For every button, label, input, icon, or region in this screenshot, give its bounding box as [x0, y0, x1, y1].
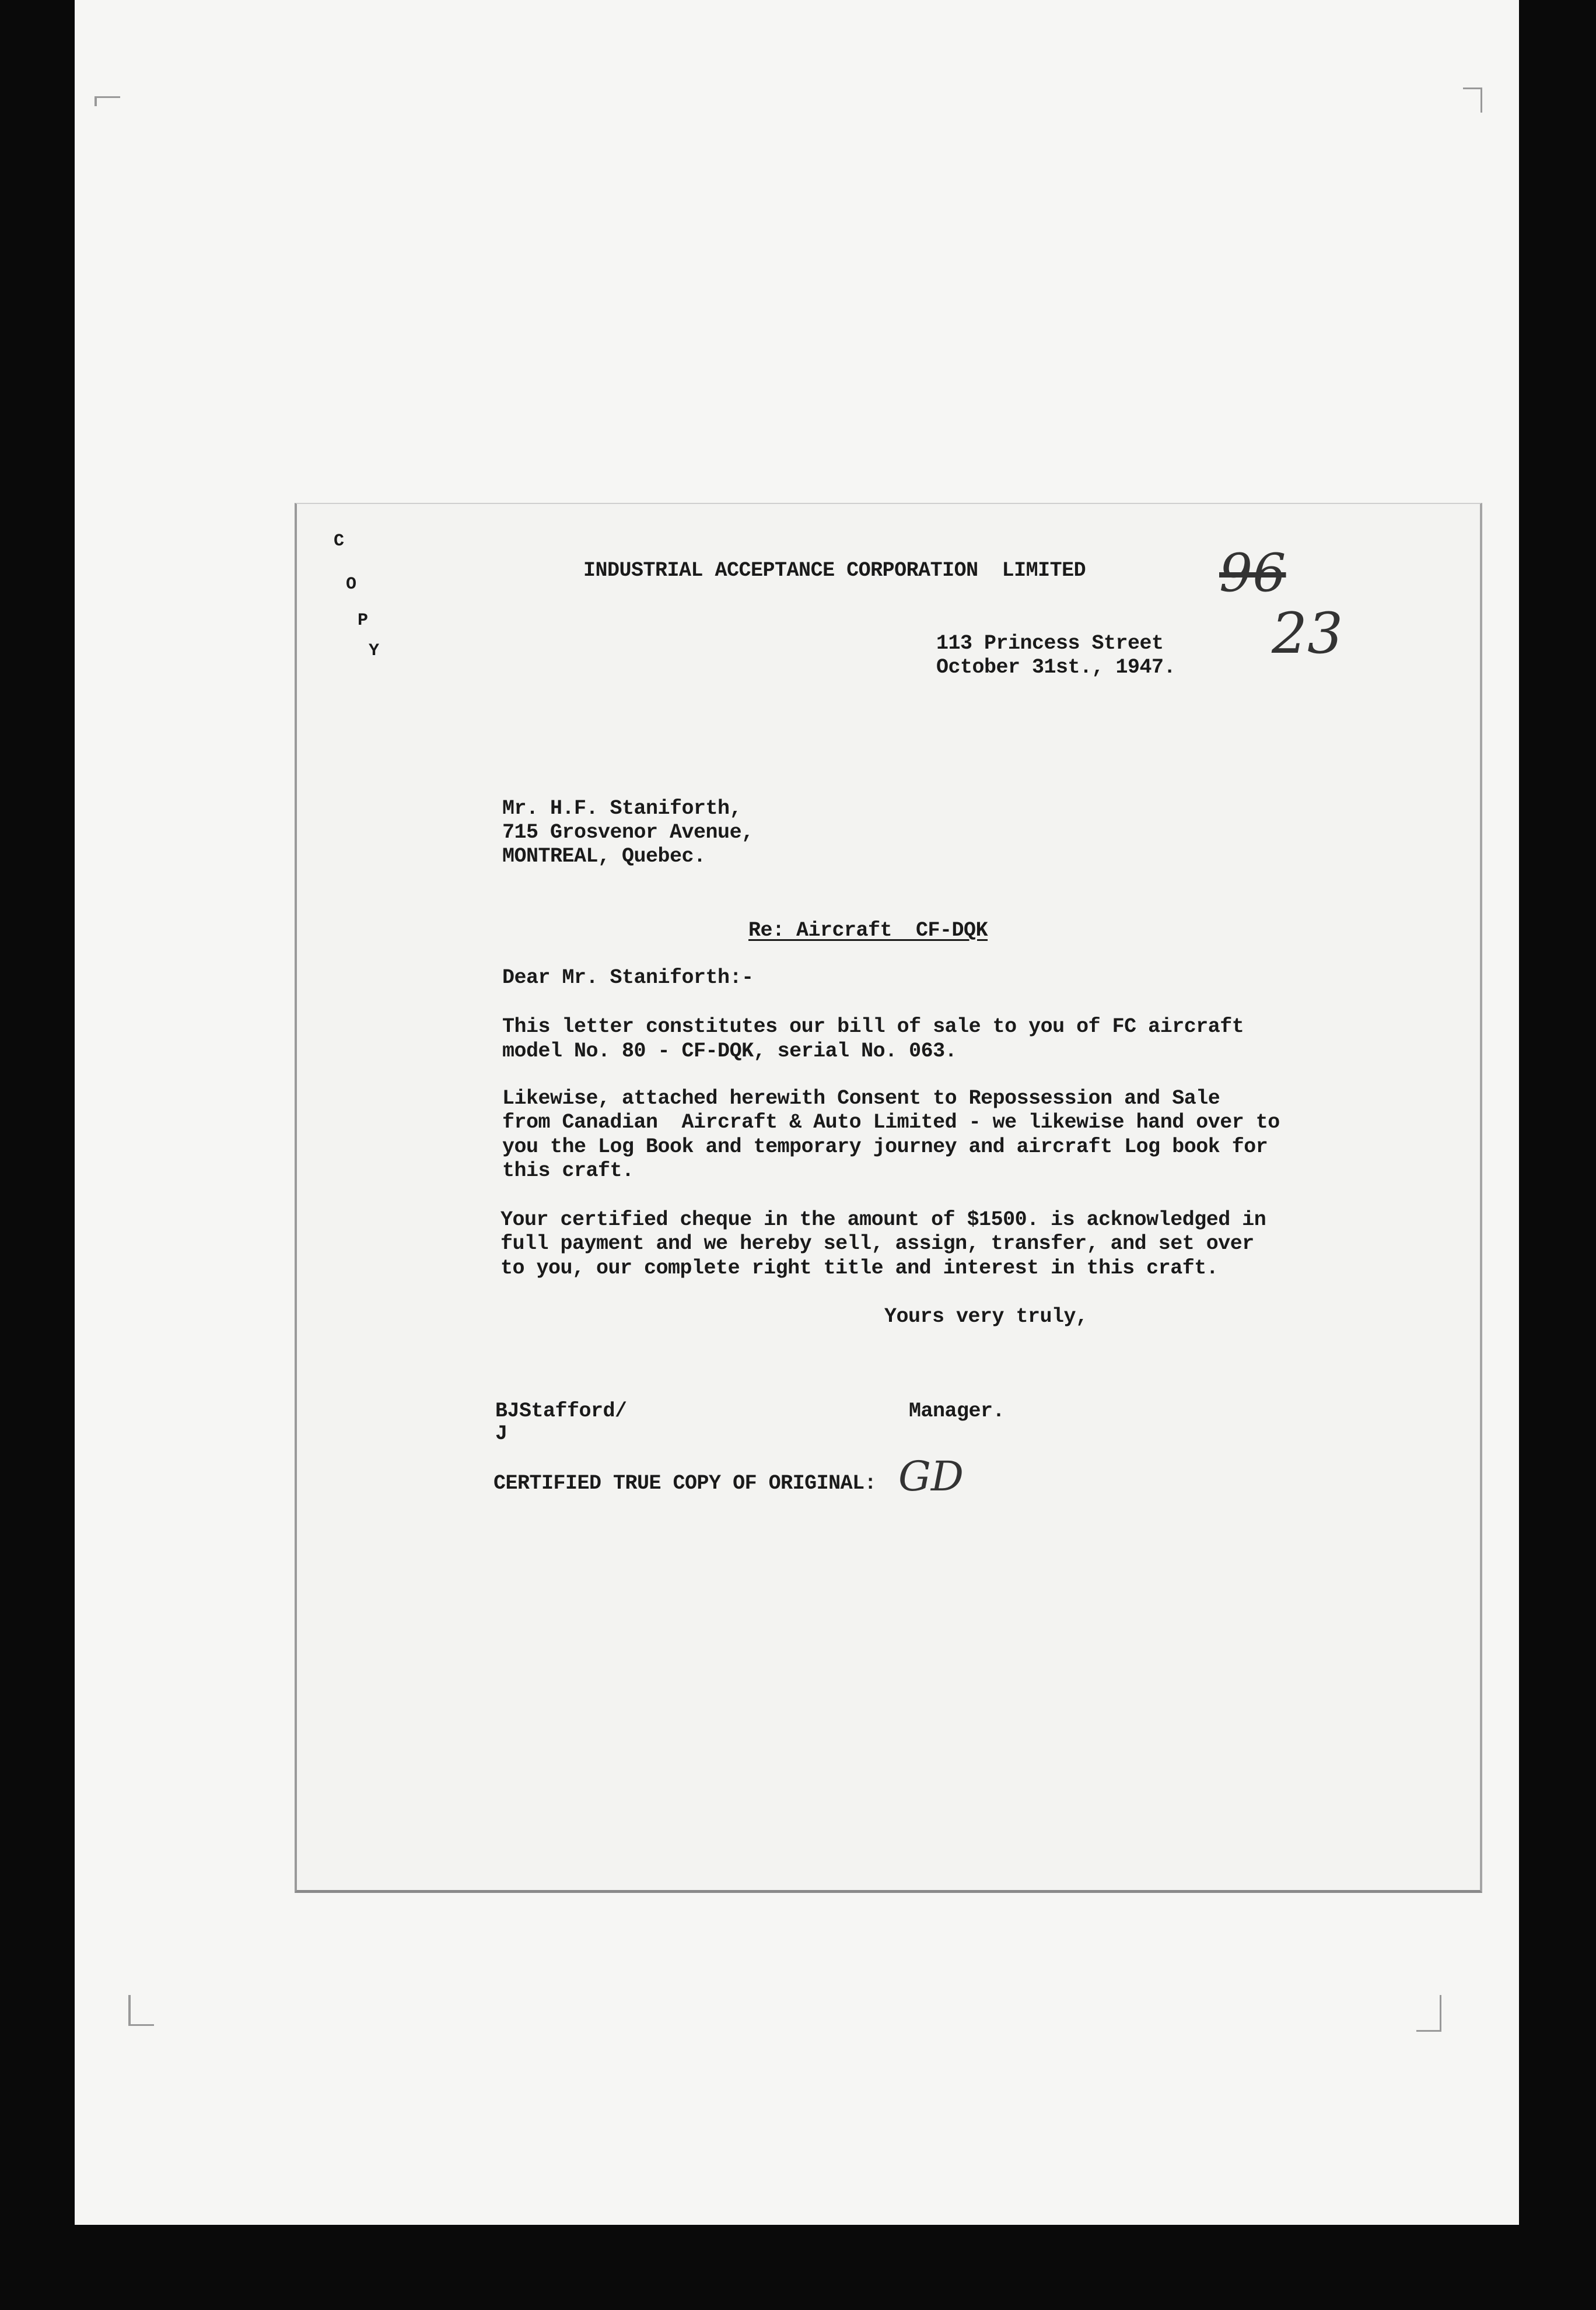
- signer-name: BJStafford/: [495, 1399, 627, 1423]
- paragraph-1-line: model No. 80 - CF-DQK, serial No. 063.: [502, 1040, 957, 1063]
- recipient-street: 715 Grosvenor Avenue,: [502, 821, 754, 844]
- letter-page: [295, 503, 1482, 1893]
- crop-mark: [1463, 88, 1482, 113]
- sender-address: 113 Princess Street: [936, 632, 1164, 655]
- paragraph-3-line: to you, our complete right title and interest in this craft.: [501, 1256, 1219, 1280]
- crop-mark: [128, 1995, 154, 2026]
- certification-line: CERTIFIED TRUE COPY OF ORIGINAL:: [494, 1472, 877, 1495]
- struck-page-number: 96: [1219, 542, 1286, 604]
- paragraph-1-line: This letter constitutes our bill of sale to you of FC aircraft: [502, 1015, 1244, 1038]
- copy-stamp-c: C: [334, 531, 344, 551]
- certification-initials: GD: [898, 1452, 964, 1500]
- copy-stamp-y: Y: [369, 641, 379, 661]
- paragraph-3-line: Your certified cheque in the amount of $1500. is acknowledged in: [501, 1208, 1266, 1231]
- signer-title: Manager.: [909, 1399, 1005, 1423]
- letter-date: October 31st., 1947.: [936, 656, 1176, 679]
- paragraph-2-line: you the Log Book and temporary journey and aircraft Log book for: [502, 1135, 1268, 1158]
- paragraph-2-line: Likewise, attached herewith Consent to Repossession and Sale: [502, 1087, 1220, 1110]
- recipient-name: Mr. H.F. Staniforth,: [502, 797, 742, 820]
- paragraph-2-line: from Canadian Aircraft & Auto Limited - we likewise hand over to: [502, 1111, 1280, 1134]
- letterhead: INDUSTRIAL ACCEPTANCE CORPORATION LIMITED: [583, 559, 1086, 582]
- copy-stamp-p: P: [358, 611, 368, 631]
- paragraph-2-line: this craft.: [502, 1159, 634, 1182]
- copy-stamp-o: O: [346, 575, 356, 594]
- recipient-city: MONTREAL, Quebec.: [502, 845, 706, 868]
- salutation: Dear Mr. Staniforth:-: [502, 966, 754, 989]
- signer-initial: J: [495, 1422, 508, 1446]
- handwritten-page-number: 23: [1272, 601, 1343, 666]
- crop-mark: [94, 96, 120, 106]
- subject-line: Re: Aircraft CF-DQK: [748, 919, 988, 942]
- closing: Yours very truly,: [884, 1305, 1088, 1328]
- crop-mark: [1416, 1995, 1441, 2032]
- paragraph-3-line: full payment and we hereby sell, assign, transfer, and set over: [501, 1232, 1254, 1255]
